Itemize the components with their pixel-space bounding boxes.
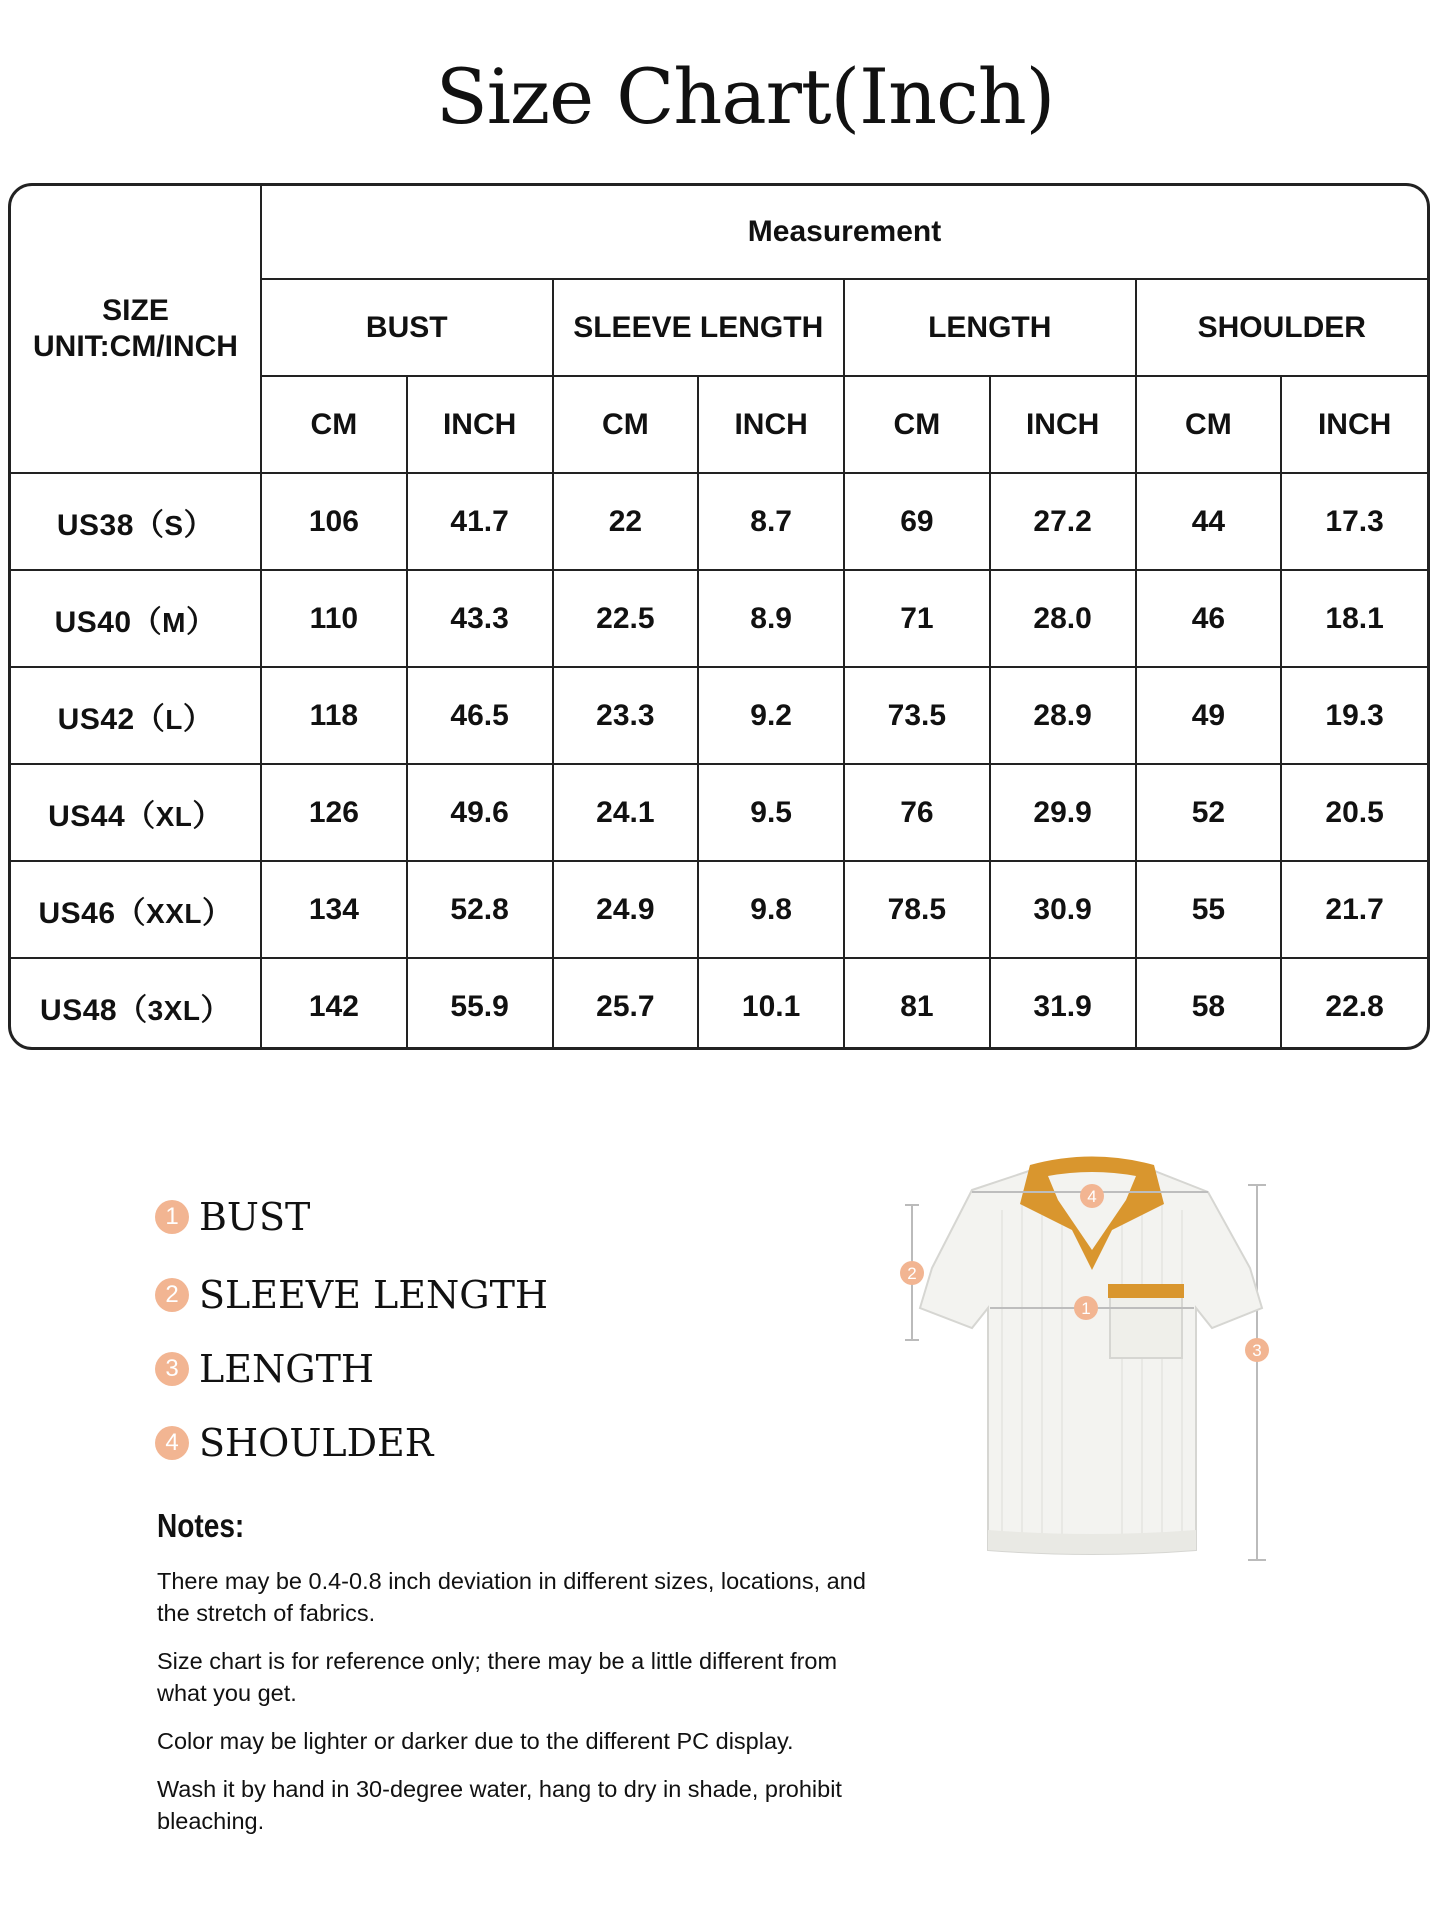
table-cell: 44 [1136, 473, 1282, 570]
unit-header-cm: CM [844, 376, 990, 473]
group-header-length: LENGTH [844, 279, 1136, 376]
group-header-bust: BUST [261, 279, 553, 376]
size-label [11, 764, 261, 861]
unit-header-cm: CM [553, 376, 699, 473]
table-cell: 18.1 [1281, 570, 1427, 667]
table-cell: 29.9 [990, 764, 1136, 861]
legend-item-sleeve-length [155, 1273, 548, 1317]
note-item: Color may be lighter or darker due to the different PC display. [157, 1728, 794, 1754]
table-cell: 43.3 [407, 570, 553, 667]
table-cell: 22.8 [1281, 958, 1427, 1050]
letter-size: XXL [146, 897, 202, 929]
table-row [11, 667, 1427, 764]
legend-label: LENGTH [199, 1347, 375, 1391]
open-paren: （ [115, 896, 147, 930]
unit-header-inch: INCH [407, 376, 553, 473]
open-paren: （ [131, 605, 163, 639]
table-row [11, 958, 1427, 1050]
table-cell: 28.9 [990, 667, 1136, 764]
table-cell: 69 [844, 473, 990, 570]
open-paren: （ [125, 799, 156, 833]
table-cell: 21.7 [1281, 861, 1427, 958]
letter-size: 3XL [147, 995, 201, 1026]
close-paren: ） [182, 702, 214, 736]
marker-label: 1 [1081, 1299, 1091, 1318]
unit-header-cm: CM [1136, 376, 1282, 473]
table-row [11, 861, 1427, 958]
legend-item-shoulder [155, 1421, 433, 1465]
table-cell: 126 [261, 764, 407, 861]
note-item: There may be 0.4-0.8 inch deviation in different sizes, locations, and the stretch of fabrics. [157, 1568, 866, 1626]
table-row [11, 570, 1427, 667]
legend-number-badge: 3 [155, 1352, 189, 1386]
table-cell: 110 [261, 570, 407, 667]
table-cell: 73.5 [844, 667, 990, 764]
unit-header-inch: INCH [1281, 376, 1427, 473]
table-cell: 49.6 [407, 764, 553, 861]
table-cell: 8.7 [698, 473, 844, 570]
table-cell: 78.5 [844, 861, 990, 958]
us-size: US48 [40, 994, 118, 1027]
us-size: US40 [54, 605, 132, 639]
legend-label: SLEEVE LENGTH [199, 1273, 549, 1317]
legend-item-bust [155, 1195, 310, 1239]
table-cell: 142 [261, 958, 407, 1050]
table-cell: 9.5 [698, 764, 844, 861]
group-header-sleeve-length: SLEEVE LENGTH [553, 279, 845, 376]
table-cell: 58 [1136, 958, 1282, 1050]
size-label [11, 473, 261, 570]
letter-size: XL [155, 800, 193, 832]
size-chart-table [8, 183, 1430, 1050]
table-cell: 25.7 [553, 958, 699, 1050]
notes-title: Notes: [157, 1507, 245, 1544]
table-cell: 8.9 [698, 570, 844, 667]
letter-size: L [165, 703, 183, 735]
table-cell: 10.1 [698, 958, 844, 1050]
open-paren: （ [134, 702, 166, 736]
table-cell: 81 [844, 958, 990, 1050]
table-cell: 30.9 [990, 861, 1136, 958]
legend-number-badge: 1 [155, 1200, 189, 1234]
table-cell: 22.5 [553, 570, 699, 667]
table-cell: 55.9 [407, 958, 553, 1050]
table-cell: 31.9 [990, 958, 1136, 1050]
table-cell: 23.3 [553, 667, 699, 764]
size-label [11, 570, 261, 667]
unit-header-inch: INCH [698, 376, 844, 473]
table-cell: 19.3 [1281, 667, 1427, 764]
us-size: US38 [56, 508, 134, 542]
open-paren: （ [117, 994, 148, 1027]
us-size: US46 [38, 896, 116, 930]
table-cell: 118 [261, 667, 407, 764]
letter-size: S [164, 509, 184, 541]
marker-label: 3 [1252, 1341, 1262, 1360]
table-cell: 46.5 [407, 667, 553, 764]
legend-item-length [155, 1347, 374, 1391]
size-label [11, 667, 261, 764]
table-cell: 106 [261, 473, 407, 570]
close-paren: ） [202, 896, 233, 930]
note-item: Wash it by hand in 30-degree water, hang to dry in shade, prohibit bleaching. [157, 1776, 842, 1834]
table-cell: 27.2 [990, 473, 1136, 570]
pocket-trim [1108, 1284, 1184, 1298]
size-label [11, 958, 261, 1050]
letter-size: M [162, 606, 186, 638]
legend-label: BUST [199, 1195, 311, 1239]
legend-label: SHOULDER [199, 1421, 434, 1465]
us-size: US42 [57, 702, 135, 736]
marker-label: 4 [1087, 1187, 1097, 1206]
notes-section [157, 1507, 877, 1853]
table-cell: 20.5 [1281, 764, 1427, 861]
table-cell: 52.8 [407, 861, 553, 958]
close-paren: ） [192, 799, 223, 833]
table-cell: 46 [1136, 570, 1282, 667]
size-label [11, 861, 261, 958]
table-cell: 52 [1136, 764, 1282, 861]
table-cell: 9.2 [698, 667, 844, 764]
open-paren: （ [133, 508, 165, 542]
polo-shirt-illustration [872, 1140, 1312, 1580]
table-cell: 41.7 [407, 473, 553, 570]
table-cell: 76 [844, 764, 990, 861]
close-paren: ） [183, 508, 215, 542]
table-row [11, 473, 1427, 570]
size-header-line2: UNIT:CM/INCH [33, 330, 238, 363]
table-cell: 24.1 [553, 764, 699, 861]
legend-number-badge: 4 [155, 1426, 189, 1460]
close-paren: ） [200, 994, 231, 1027]
table-cell: 24.9 [553, 861, 699, 958]
table-cell: 22 [553, 473, 699, 570]
unit-header-cm: CM [261, 376, 407, 473]
note-item: Size chart is for reference only; there may be a little different from what you get. [157, 1648, 838, 1706]
table-cell: 17.3 [1281, 473, 1427, 570]
us-size: US44 [48, 799, 126, 833]
table-cell: 55 [1136, 861, 1282, 958]
unit-header-inch: INCH [990, 376, 1136, 473]
size-unit-header [11, 186, 261, 473]
table-cell: 134 [261, 861, 407, 958]
measurement-header: Measurement [261, 186, 1427, 279]
group-header-shoulder: SHOULDER [1136, 279, 1428, 376]
size-header-line1: SIZE [102, 294, 169, 327]
table-cell: 28.0 [990, 570, 1136, 667]
close-paren: ） [185, 605, 217, 639]
page-title: Size Chart(Inch) [435, 52, 1055, 141]
table-row [11, 764, 1427, 861]
table-cell: 9.8 [698, 861, 844, 958]
table-cell: 71 [844, 570, 990, 667]
marker-label: 2 [907, 1264, 917, 1283]
table-cell: 49 [1136, 667, 1282, 764]
legend-number-badge: 2 [155, 1278, 189, 1312]
shirt-pocket [1110, 1290, 1182, 1358]
